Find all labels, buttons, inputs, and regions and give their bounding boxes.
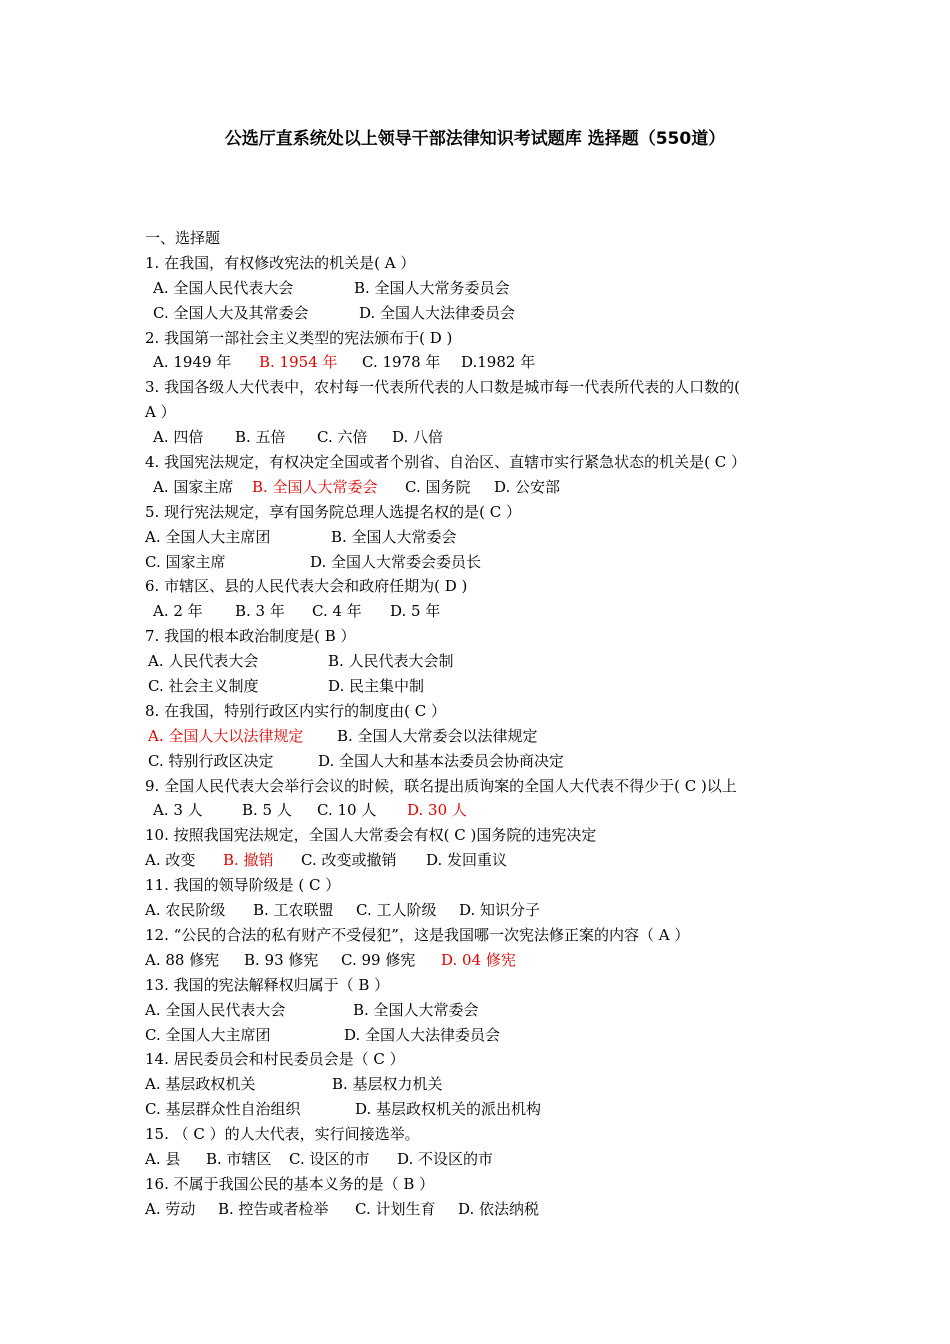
text-line (145, 500, 825, 525)
text-segment: A. 县 (145, 1149, 181, 1168)
text-line (145, 848, 825, 873)
text-segment: C. 国务院 (405, 477, 471, 496)
text-segment: C. 特别行政区决定 (148, 751, 274, 770)
text-line (145, 1122, 825, 1147)
text-line (145, 1197, 825, 1222)
text-segment: 5. 现行宪法规定，享有国务院总理人选提名权的是( C ） (145, 502, 521, 521)
text-segment: D. 全国人大法律委员会 (344, 1025, 501, 1044)
text-segment: C. 改变或撤销 (301, 851, 397, 870)
text-line (145, 251, 825, 276)
text-line (145, 798, 825, 823)
text-line (145, 1147, 825, 1172)
text-segment: D. 知识分子 (459, 901, 541, 920)
text-line (145, 973, 825, 998)
text-segment: B. 工农联盟 (253, 901, 334, 920)
text-segment: 一、选择题 (145, 229, 221, 247)
text-segment: A. 全国人民代表大会 (145, 1000, 286, 1019)
text-segment: 9. 全国人民代表大会举行会议的时候，联名提出质询案的全国人大代表不得少于( C )以上 (145, 776, 737, 795)
text-segment: D. 全国人大常委会委员长 (310, 552, 482, 571)
text-segment: 7. 我国的根本政治制度是( B ） (145, 627, 356, 646)
text-line (145, 1097, 825, 1122)
text-segment: A. 全国人大主席团 (145, 527, 271, 546)
text-line (145, 923, 825, 948)
text-segment: 16. 不属于我国公民的基本义务的是（ B ） (145, 1174, 435, 1193)
text-line (145, 1172, 825, 1197)
text-segment: D. 基层政权机关的派出机构 (355, 1100, 542, 1119)
text-line (145, 475, 825, 500)
text-segment: A. 四倍 (153, 428, 204, 447)
text-line (145, 350, 825, 375)
text-line (145, 301, 825, 326)
answer-highlight: B. 撤销 (223, 851, 274, 870)
text-segment: A. 人民代表大会 (148, 652, 259, 671)
text-segment: B. 5 人 (242, 801, 292, 820)
text-segment: C. 国家主席 (145, 552, 226, 571)
text-segment: A. 基层政权机关 (145, 1075, 256, 1094)
text-segment: C. 10 人 (317, 801, 377, 820)
text-line (145, 425, 825, 450)
text-segment: D. 5 年 (390, 602, 441, 621)
text-line (145, 599, 825, 624)
text-segment: A ） (145, 403, 176, 422)
text-line (145, 375, 825, 400)
text-segment: A. 农民阶级 (145, 901, 226, 920)
text-line (145, 649, 825, 674)
text-line (145, 1023, 825, 1048)
text-line (145, 749, 825, 774)
answer-highlight: B. 1954 年 (259, 353, 338, 372)
text-segment: B. 基层权力机关 (332, 1075, 443, 1094)
text-segment: 10. 按照我国宪法规定，全国人大常委会有权( C )国务院的违宪决定 (145, 826, 597, 845)
text-line (145, 674, 825, 699)
text-segment: B. 全国人大常委会以法律规定 (337, 726, 538, 745)
answer-highlight: D. 04 修宪 (441, 950, 516, 969)
text-segment: C. 工人阶级 (356, 901, 437, 920)
text-segment: B. 五倍 (235, 428, 286, 447)
answer-highlight: B. 全国人大常委会 (252, 477, 378, 496)
text-line (145, 774, 825, 799)
text-segment: 15. （ C ）的人大代表，实行间接选举。 (145, 1125, 420, 1144)
text-line (145, 823, 825, 848)
text-line (145, 998, 825, 1023)
text-segment: C. 1978 年 (362, 353, 441, 372)
text-segment: A. 2 年 (153, 602, 203, 621)
text-segment: 1. 在我国，有权修改宪法的机关是( A ） (145, 253, 416, 272)
text-segment: C. 4 年 (312, 602, 362, 621)
text-segment: 3. 我国各级人大代表中，农村每一代表所代表的人口数是城市每一代表所代表的人口数的( (145, 378, 740, 397)
text-segment: C. 计划生育 (355, 1199, 436, 1218)
text-segment: A. 3 人 (153, 801, 203, 820)
text-segment: D. 发回重议 (426, 851, 508, 870)
text-segment: D. 公安部 (494, 477, 561, 496)
text-segment: C. 六倍 (317, 428, 368, 447)
text-line (145, 948, 825, 973)
text-segment: B. 全国人大常务委员会 (354, 278, 510, 297)
text-segment: B. 全国人大常委会 (353, 1000, 479, 1019)
text-segment: B. 93 修宪 (244, 950, 319, 969)
text-line (145, 624, 825, 649)
text-segment: C. 全国人大及其常委会 (153, 303, 309, 322)
text-line (145, 226, 825, 251)
text-segment: A. 1949 年 (153, 353, 232, 372)
text-line (145, 574, 825, 599)
text-line (145, 1072, 825, 1097)
text-segment: 13. 我国的宪法解释权归属于（ B ） (145, 975, 390, 994)
text-segment: A. 国家主席 (153, 477, 234, 496)
text-segment: B. 人民代表大会制 (328, 652, 454, 671)
text-segment: A. 88 修宪 (145, 950, 220, 969)
text-segment: 14. 居民委员会和村民委员会是（ C ） (145, 1050, 405, 1069)
text-segment: B. 全国人大常委会 (331, 527, 457, 546)
text-segment: 2. 我国第一部社会主义类型的宪法颁布于( D ) (145, 328, 453, 347)
text-segment: 11. 我国的领导阶级是 ( C ） (145, 876, 341, 895)
text-segment: 4. 我国宪法规定，有权决定全国或者个别省、自治区、直辖市实行紧急状态的机关是( C ） (145, 453, 746, 472)
text-segment: B. 市辖区 (206, 1149, 272, 1168)
text-segment: 12. “公民的合法的私有财产不受侵犯”，这是我国哪一次宪法修正案的内容（ A ） (145, 925, 690, 944)
text-segment: D.1982 年 (461, 353, 536, 372)
text-segment: B. 控告或者检举 (218, 1199, 329, 1218)
answer-highlight: A. 全国人大以法律规定 (148, 726, 304, 745)
text-line (145, 724, 825, 749)
text-line (145, 873, 825, 898)
answer-highlight: D. 30 人 (407, 801, 467, 820)
text-segment: A. 全国人民代表大会 (153, 278, 294, 297)
text-segment: A. 改变 (145, 851, 196, 870)
text-segment: B. 3 年 (235, 602, 285, 621)
text-segment: C. 全国人大主席团 (145, 1025, 271, 1044)
document-title: 公选厅直系统处以上领导干部法律知识考试题库 选择题（550道） (224, 129, 726, 149)
question-list (145, 226, 825, 1222)
text-line (145, 450, 825, 475)
text-segment: 8. 在我国，特别行政区内实行的制度由( C ） (145, 701, 446, 720)
text-segment: D. 不设区的市 (397, 1149, 494, 1168)
text-segment: C. 社会主义制度 (148, 677, 259, 696)
text-segment: C. 基层群众性自治组织 (145, 1100, 301, 1119)
text-segment: C. 设区的市 (289, 1149, 370, 1168)
text-segment: D. 八倍 (392, 428, 444, 447)
text-line (145, 400, 825, 425)
text-segment: D. 全国人大和基本法委员会协商决定 (318, 751, 565, 770)
text-segment: 6. 市辖区、县的人民代表大会和政府任期为( D ) (145, 577, 468, 596)
text-line (145, 898, 825, 923)
text-segment: A. 劳动 (145, 1199, 196, 1218)
text-line (145, 550, 825, 575)
text-segment: C. 99 修宪 (341, 950, 416, 969)
text-line (145, 326, 825, 351)
text-line (145, 525, 825, 550)
text-line (145, 699, 825, 724)
text-segment: D. 民主集中制 (328, 677, 425, 696)
text-segment: D. 全国人大法律委员会 (359, 303, 516, 322)
text-line (145, 1047, 825, 1072)
text-segment: D. 依法纳税 (458, 1199, 540, 1218)
text-line (145, 276, 825, 301)
